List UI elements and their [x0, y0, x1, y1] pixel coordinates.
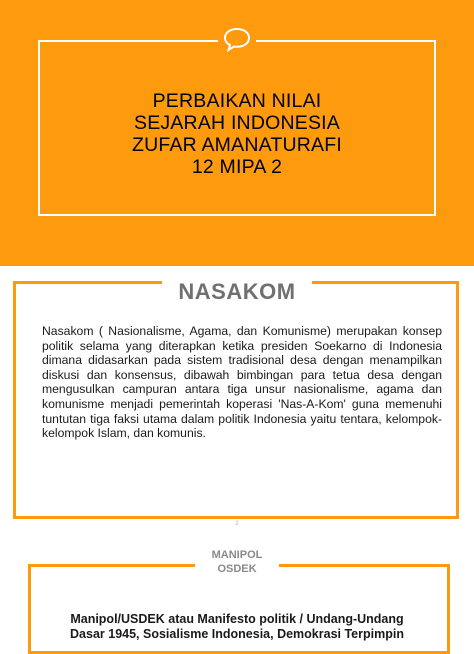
body-line: Dasar 1945, Sosialisme Indonesia, Demokrasi Terpimpin	[70, 627, 404, 641]
title-line: PERBAIKAN NILAI	[152, 90, 322, 112]
title-line: OSDEK	[217, 563, 257, 575]
title-line: 12 MIPA 2	[191, 156, 283, 178]
manipol-slide	[0, 528, 474, 641]
title-slide	[0, 0, 474, 266]
slide-body-text: Nasakom ( Nasionalisme, Agama, dan Komunisme) merupakan konsep politik selama yang diterapkan ketika presiden Soekarno di Indonesia dimana didasarkan pada sistem tradisional desa dengan menampilkan diskusi dan konsensus, dibawah bimbingan para tetua desa dengan mengusulkan campuran antara tiga unsur nasionalisme, agama dan komunisme menjadi pemerintah koperasi 'Nas-A-Kom' guna memenuhi tuntutan tiga faksi utama dalam politik Indonesia yaitu tentara, kelompok-kelompok Islam, dan komunis.	[42, 324, 442, 441]
title-line: MANIPOL	[211, 549, 263, 561]
body-line: Manipol/USDEK atau Manifesto politik / Undang-Undang	[70, 612, 404, 626]
nasakom-slide	[0, 270, 474, 528]
presentation-title	[40, 90, 434, 178]
slide-body-text	[40, 612, 434, 642]
title-line: SEJARAH INDONESIA	[133, 112, 341, 134]
speech-bubble-icon	[222, 24, 252, 54]
icon-badge	[218, 22, 256, 56]
title-line: ZUFAR AMANATURAFI	[132, 134, 342, 156]
slide-title: NASAKOM	[178, 279, 296, 304]
page-number: 2	[235, 521, 239, 527]
slide-title	[195, 548, 279, 576]
